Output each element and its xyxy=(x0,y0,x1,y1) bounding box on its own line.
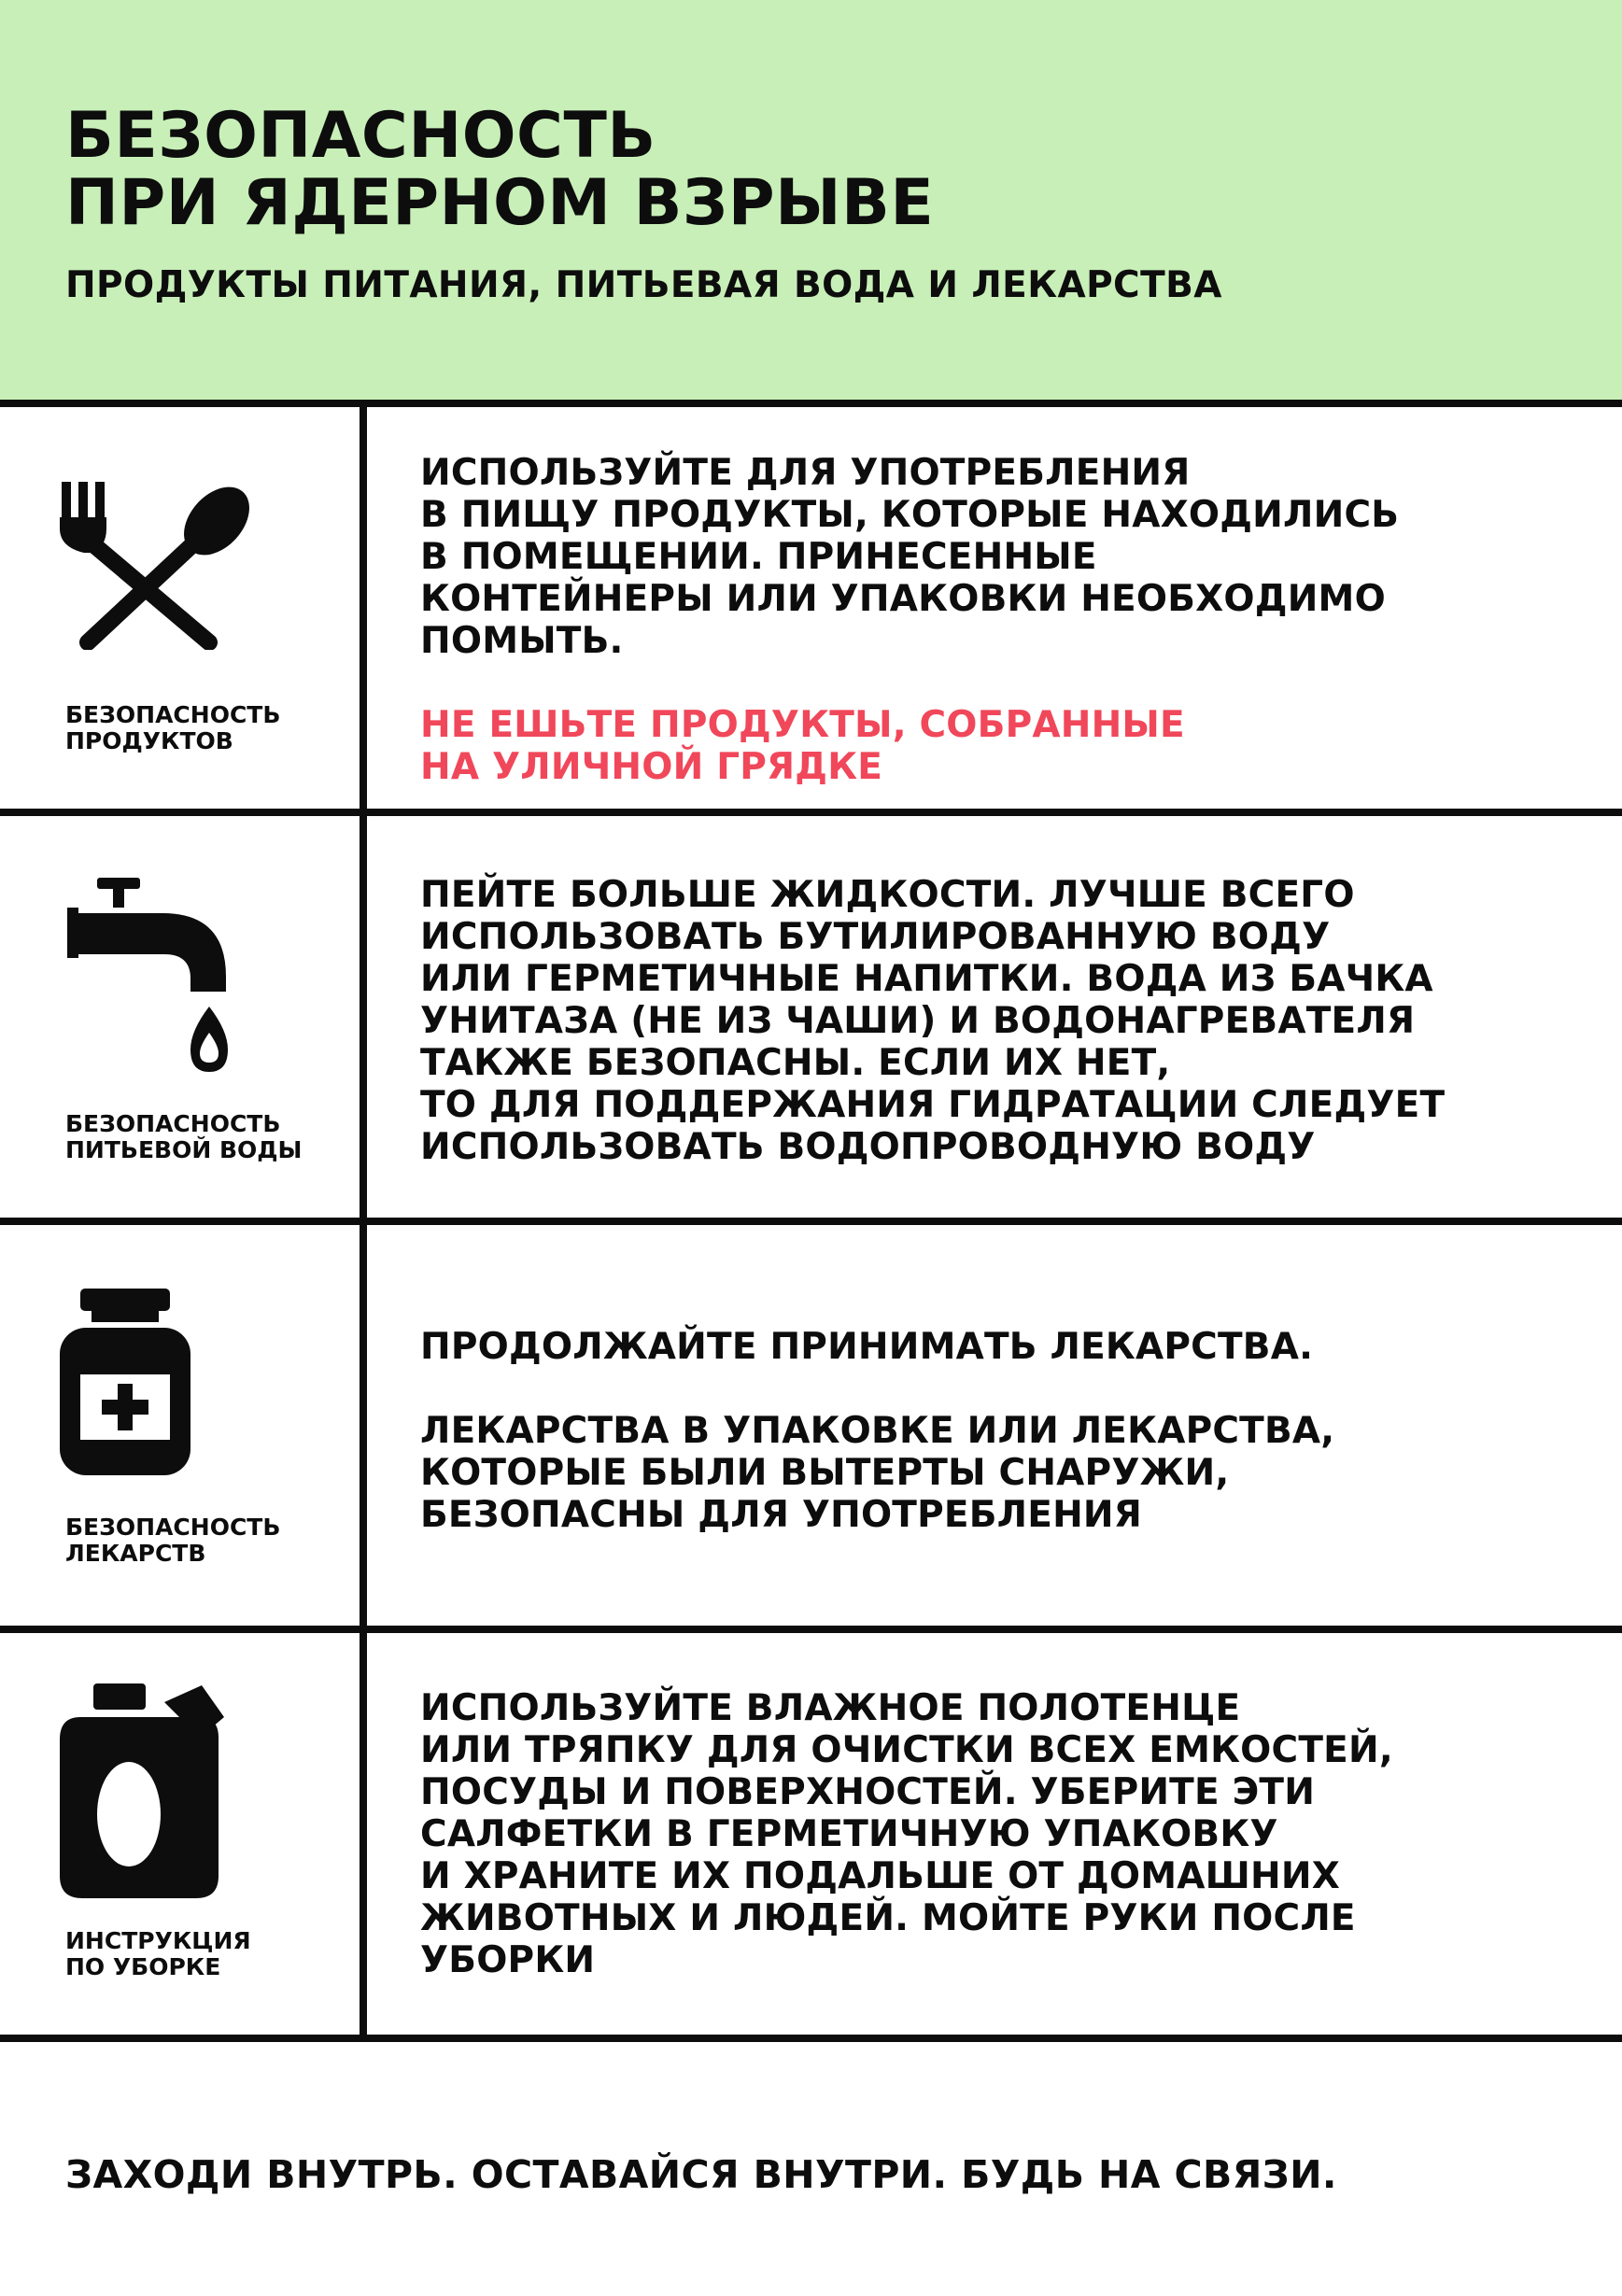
section-water-safety xyxy=(0,816,1622,1218)
title-line: БЕЗОПАСНОСТЬ xyxy=(65,99,656,173)
footer-slogan: ЗАХОДИ ВНУТРЬ. ОСТАВАЙСЯ ВНУТРИ. БУДЬ НА СВЯЗИ. xyxy=(65,2152,1337,2197)
divider xyxy=(0,1218,1622,1225)
section-label: БЕЗОПАСНОСТЬ ПРОДУКТОВ xyxy=(65,701,281,754)
medicine-bottle-icon xyxy=(60,1289,190,1475)
fork-spoon-icon xyxy=(60,482,256,650)
section-text xyxy=(420,452,1399,788)
section-label: БЕЗОПАСНОСТЬ ЛЕКАРСТВ xyxy=(65,1514,281,1567)
divider xyxy=(0,2035,1622,2042)
warning-text: НЕ ЕШЬТЕ ПРОДУКТЫ, СОБРАННЫЕ НА УЛИЧНОЙ ГРЯДКЕ xyxy=(420,704,1185,788)
detergent-bottle-icon xyxy=(60,1683,228,1898)
water-tap-icon xyxy=(60,874,247,1079)
section-label: БЕЗОПАСНОСТЬ ПИТЬЕВОЙ ВОДЫ xyxy=(65,1110,303,1163)
section-cleaning-instructions xyxy=(0,1633,1622,2035)
instruction-text: ИСПОЛЬЗУЙТЕ ВЛАЖНОЕ ПОЛОТЕНЦЕ ИЛИ ТРЯПКУ ДЛЯ ОЧИСТКИ ВСЕХ ЕМКОСТЕЙ, ПОСУДЫ И ПОВЕРХНОСТЕЙ. УБЕРИТЕ ЭТИ САЛФЕТКИ В ГЕРМЕТИЧНУЮ УПАКОВКУ И ХРАНИТЕ ИХ ПОДАЛЬШЕ ОТ ДОМАШНИХ ЖИВОТНЫХ И ЛЮДЕЙ. МОЙТЕ РУКИ ПОСЛЕ УБОРКИ xyxy=(420,1687,1393,1981)
instruction-text: ПЕЙТЕ БОЛЬШЕ ЖИДКОСТИ. ЛУЧШЕ ВСЕГО ИСПОЛЬЗОВАТЬ БУТИЛИРОВАННУЮ ВОДУ ИЛИ ГЕРМЕТИЧНЫЕ НАПИТКИ. ВОДА ИЗ БАЧКА УНИТАЗА (НЕ ИЗ ЧАШИ) И ВОДОНАГРЕВАТЕЛЯ ТАКЖЕ БЕЗОПАСНЫ. ЕСЛИ ИХ НЕТ, ТО ДЛЯ ПОДДЕРЖАНИЯ ГИДРАТАЦИИ СЛЕДУЕТ ИСПОЛЬЗОВАТЬ ВОДОПРОВОДНУЮ ВОДУ xyxy=(420,874,1446,1168)
divider xyxy=(0,809,1622,816)
section-medicine-safety xyxy=(0,1225,1622,1627)
divider xyxy=(0,1626,1622,1633)
section-text xyxy=(420,874,1445,1168)
section-label: ИНСТРУКЦИЯ ПО УБОРКЕ xyxy=(65,1927,251,1980)
instruction-text: ПРОДОЛЖАЙТЕ ПРИНИМАТЬ ЛЕКАРСТВА. xyxy=(420,1326,1314,1368)
header-banner xyxy=(0,0,1622,403)
section-text xyxy=(420,1326,1334,1536)
title-line: ПРИ ЯДЕРНОМ ВЗРЫВЕ xyxy=(65,166,935,240)
page-title xyxy=(65,99,935,240)
section-food-safety xyxy=(0,407,1622,809)
divider xyxy=(0,400,1622,407)
instruction-text: ИСПОЛЬЗУЙТЕ ДЛЯ УПОТРЕБЛЕНИЯ В ПИЩУ ПРОДУКТЫ, КОТОРЫЕ НАХОДИЛИСЬ В ПОМЕЩЕНИИ. ПРИНЕСЕННЫЕ КОНТЕЙНЕРЫ ИЛИ УПАКОВКИ НЕОБХОДИМО ПОМЫТЬ. xyxy=(420,452,1400,662)
page-subtitle: ПРОДУКТЫ ПИТАНИЯ, ПИТЬЕВАЯ ВОДА И ЛЕКАРСТВА xyxy=(65,264,1222,306)
instruction-text: ЛЕКАРСТВА В УПАКОВКЕ ИЛИ ЛЕКАРСТВА, КОТОРЫЕ БЫЛИ ВЫТЕРТЫ СНАРУЖИ, БЕЗОПАСНЫ ДЛЯ УПОТРЕБЛЕНИЯ xyxy=(420,1410,1335,1536)
section-text xyxy=(420,1687,1393,1981)
